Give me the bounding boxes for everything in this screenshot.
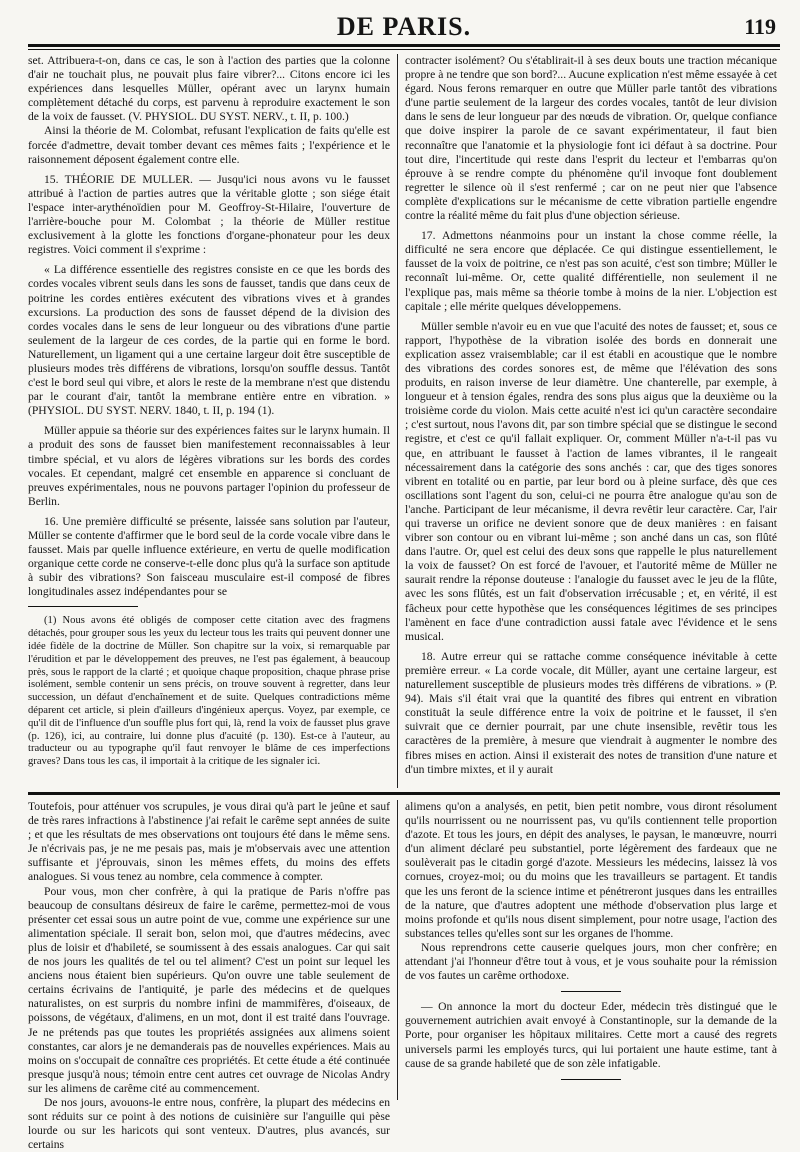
paragraph: 16. Une première difficulté se présente, laissée sans solution par l'auteur, Müller se contente d'affirmer que le bord seul de la corde vocale vibre dans le fausset. Mais par quelle influence extérieure, en vertu de quelle modification organique cette corde ne conserve-t-elle donc plus qu'à la surface son aptitude à subir des vibrations? Son faisceau musculaire est-il composé de fibres longitudinales assez indépendantes pour se — [28, 514, 390, 599]
footnote: (1) Nous avons été obligés de composer cette citation avec des fragmens détachés, pour grouper sous les yeux du lecteur tous les traits qui peuvent donner une idée fidèle de la doctrine de Müller. Son chapitre sur la voix, si remarquable par l'érudition et par le développement des preuves, ne l'est pas également, à beaucoup près, sous le rapport de la clarté ; et quoique chaque proposition, chaque phrase prise isolément, semble contenir un sens précis, on trouve souvent à regretter, dans leur succession, un défaut d'enchaînement et de suite. Quelques contradictions même déparent cet article, si plein d'ailleurs d'ingénieux aperçus. Voyez, par exemple, ce qu'il dit de l'influence d'un souffle plus fort qui, là, rend la voix de fausset plus grave (p. 126), ici, au contraire, lui donne plus d'acuité (p. 130). Est-ce à l'auteur, au traducteur ou au typographe qu'il faut renvoyer le blâme de ces imperfections graves? Dans tous les cas, il importait à la critique de les signaler ici. — [28, 615, 390, 768]
paragraph: contracter isolément? Ou s'établirait-il à ses deux bouts une traction mécanique propre à ne tendre que son bord?... Aucune explication n'est même essayée à cet égard. Nous ferons remarquer en outre que Müller parle tantôt des vibrations d'une partie seulement de la largeur des cordes vocales, tantôt de leur division dans le sens de leur longueur par des nœuds de vibration. Or, quelque confiance que doive inspirer la parole de ce savant expérimentateur, il faut bien reconnaître que l'anatomie et la physiologie font ici défaut à sa doctrine. Pour tout dire, l'incertitude qui reste dans l'esprit du lecteur et l'embarras qu'on éprouve à se rendre compte du phénomène qu'il invoque font doublement regretter le silence où il s'est renfermé ; car on ne peut nier que l'absence complète d'explications sur le mécanisme de cette vibration partielle engendre contre la réalité même du fait plus d'une objection sérieuse. — [405, 54, 777, 223]
upper-left-column — [28, 54, 390, 788]
page-number: 119 — [744, 14, 776, 39]
paragraph: 17. Admettons néanmoins pour un instant la chose comme réelle, la difficulté ne sera encore que déplacée. Ce qui distingue essentiellement, le fausset de la voix de poitrine, ce n'est pas son acuité, c'est son timbre; Müller le reconnaît lui-même. Or, cette qualité différentielle, non seulement il ne l'explique pas, mais même sa théorie tombe à moins de la nier. L'objection est capitale ; elle mérite quelques développemens. — [405, 229, 777, 313]
separator-rule — [561, 1079, 621, 1080]
paragraph: Müller semble n'avoir eu en vue que l'acuité des notes de fausset; et, sous ce rapport, l'hypothèse de la vibration isolée des bords en donnerait une explication assez vraisemblable; car il est établi en acoustique que le nombre des vibrations des cordes sonores est, de même que l'élévation des sons produits, en raison inverse de leur diamètre. Une chanterelle, par exemple, à longueur et à tension égales, rendra des sons plus aigus que la deuxième ou la troisième corde du violon. Mais cette acuité n'est ici qu'un caractère secondaire ; c'est surtout, nous l'avons dit, par son timbre spécial que se distingue le second registre, et c'est ce qu'il fallait expliquer. Or, comment Müller n'a-t-il pas vu que, en attribuant le fausset à l'action de lames vibrantes, il le rangeait nécessairement dans la catégorie des sons anchés : car, que des tiges sonores vibrent en totalité ou en partie, par leur bord ou à pleine surface, dès que ces oscillations sont l'agent du son, celui-ci ne pourra être analogue qu'au son de l'anche. Participant de leur mécanisme, il devra revêtir leur caractère. Car, l'air qui traverse un orifice ne devient sonore que de deux manières : en faisant vibrer son contour ou en vibrant lui-même ; son anché dans un cas, son flûté dans l'autre. Or, quel est celui des deux sons que rappelle le plus naturellement la voix de fausset? On est forcé de l'avouer, et l'autorité même de Müller ne saurait rendre la réponse douteuse : l'analogie du fausset avec le jeu de la flûte, avec les sons flûtés, est un fait d'observation irrécusable ; et, en vérité, il est fâcheux pour cette hypothèse que les conséquences légitimes de ses principes l'amènent en face d'une contradiction aussi fatale avec l'évidence et le sens musical. — [405, 319, 777, 643]
upper-right-column — [405, 54, 777, 788]
column-divider — [397, 54, 398, 788]
paragraph: 15. THÉORIE DE MULLER. — Jusqu'ici nous avons vu le fausset attribué à l'action de parties autres que la véritable glotte ; son siége était l'espace inter-arythénoïdien pour M. Geoffroy-St-Hilaire, l'ouverture de l'arrière-bouche pour M. Colombat ; la théorie de Müller restitue exclusivement à la glotte les fonctions d'organe-phonateur pour les deux registres. Voici comment il s'exprime : — [28, 172, 390, 257]
paragraph: De nos jours, avouons-le entre nous, confrère, la plupart des médecins en sont réduits sur ce point à des notions de cuisinière sur l'anguille qui pèse lourde ou sur les haricots qui sont venteux. D'autres, plus avancés, sur certains — [28, 1095, 390, 1152]
separator-rule — [561, 991, 621, 992]
section-rule — [28, 792, 780, 795]
header-rule-thin — [28, 49, 780, 50]
paragraph: alimens qu'on a analysés, en petit, bien petit nombre, vous diront résolument qu'ils nourrissent ou ne nourrissent pas, vu qu'ils contiennent telle proportion d'azote. Et tous les jours, en dépit des analyses, le paysan, le manœuvre, nourri d'un aliment déclaré peu substantiel, porte légèrement des fardeaux que ne soulèverait pas le citadin gorgé d'azote. Messieurs les médecins, laissez là vos cornues, croyez-moi; ou du moins que les travailleurs se partagent. Et tandis que les uns feront de la science intime et pénétreront jusques dans les entrailles de la nature, que d'autres adoptent une méthode d'observation plus large et moins profonde et qu'ils nous disent simplement, pour notre usage, l'action des substances telles qu'elles sont sur les organes de l'homme. — [405, 800, 777, 940]
running-title: DE PARIS. — [336, 12, 472, 41]
lower-left-column — [28, 800, 390, 1152]
paragraph: Ainsi la théorie de M. Colombat, refusant l'explication de faits qu'elle est forcée d'admettre, devait tomber devant ces mêmes faits ; l'expérience et le raisonnement déposent également contre elle. — [28, 124, 390, 166]
column-divider-lower — [397, 800, 398, 1100]
page-header — [28, 10, 780, 44]
paragraph: Nous reprendrons cette causerie quelques jours, mon cher confrère; en attendant j'ai l'honneur d'être tout à vous, et je vous souhaite pour la rémission de vos fautes un carême orthodoxe. — [405, 940, 777, 983]
paragraph: Toutefois, pour atténuer vos scrupules, je vous dirai qu'à part le jeûne et sauf de très rares infractions à l'abstinence j'ai refait le carême sept années de suite ; et que les résultats de mes observations ont toujours été dans le même sens. Je n'écrivais pas, je ne me pesais pas, mais je m'observais avec une attention suffisante et j'éprouvais, sinon les mêmes effets, du moins des effets analogues. Si vous tenez au nombre, cela commence à compter. — [28, 800, 390, 884]
paragraph: set. Attribuera-t-on, dans ce cas, le son à l'action des parties que la colonne d'air ne touchait plus, ne pouvait plus faire vibrer?... Citons encore ici les expériences dans lesquelles Müller, opérant avec un larynx humain complètement détaché du corps, est parvenu à reproduire exactement le son de la voix de fausset. (V. PHYSIOL. DU SYST. NERV., t. II, p. 100.) — [28, 54, 390, 124]
paragraph: « La différence essentielle des registres consiste en ce que les bords des cordes vocales vibrent seuls dans les sons de fausset, tandis que dans ceux de poitrine les cordes entières exécutent des vibrations vives et à grandes excursions. La production des sons de fausset dépend de la division des cordes vocales dans le sens de leur longueur ou des vibrations d'une partie seulement de la largeur de ces cordes, de la partie qui en forme le bord. Naturellement, un ligament qui a une certaine largeur doit être susceptible de plusieurs modes très différens de vibrations, lorsqu'on souffle dessus. Tantôt c'est le bord seul qui vibre, et alors le reste de la membrane n'est que distendu par le courant d'air, tantôt la membrane entière entre en vibration. » (PHYSIOL. DU SYST. NERV. 1840, t. II, p. 194 (1). — [28, 263, 390, 418]
footnote-rule — [28, 606, 138, 607]
lower-right-column — [405, 800, 777, 1100]
paragraph: — On annonce la mort du docteur Eder, médecin très distingué que le gouvernement autrichien avait envoyé à Constantinople, sur la demande de la Porte, pour organiser les hôpitaux militaires. Cette mort a causé des regrets universels parmi les employés turcs, qui lui portaient une haute estime, tant à cause de sa grande habileté que de son zèle infatigable. — [405, 1000, 777, 1070]
paragraph: Pour vous, mon cher confrère, à qui la pratique de Paris n'offre pas beaucoup de consultans désireux de faire le carême, permettez-moi de vous présenter cet essai sous un autre point de vue, comme une expérience sur une alimentation spéciale. Il serait bon, selon moi, que d'autres médecins, avec plus de loisir et d'habileté, se soumissent à des essais analogues. Car qui sait de nos jours les qualités de tel ou tel aliment? C'est un point sur lequel les anciens nous étaient bien supérieurs. Qu'on ouvre une table seulement de certains écrivains de l'antiquité, je parle des médecins et de quelques naturalistes, on est surpris du nombre infini de mammifères, d'oiseaux, de poissons, de végétaux, d'alimens, en un mot, dont il est traité dans l'ouvrage. Je ne prétends pas que toutes les propriétés assignées aux alimens soient constantes, car alors je ne demanderais pas de nouvelles expériences. Mais au moins on s'occupait de connaître ces propriétés. Et cette étude a été continuée presque jusqu'à nous; témoin entre cent autres cet ouvrage de Nicolas Andry sur les alimens de carême cité au commencement. — [28, 884, 390, 1095]
paragraph: Müller appuie sa théorie sur des expériences faites sur le larynx humain. Il a produit des sons de fausset bien manifestement reconnaissables à leur timbre spécial, et vu alors de légères vibrations sur les bords des cordes vocales. Et cependant, malgré cet ensemble en apparence si concluant de preuves expérimentales, nous ne pouvons partager l'opinion du professeur de Berlin. — [28, 424, 390, 508]
header-rule — [28, 44, 780, 47]
paragraph: 18. Autre erreur qui se rattache comme conséquence inévitable à cette première erreur. « La corde vocale, dit Müller, ayant une certaine largeur, est naturellement susceptible de plusieurs modes très différens de vibrations. » (P. 94). Mais s'il était vrai que la quantité des fibres qui entrent en vibration constituât la seule différence entre la voix de poitrine et le fausset, il s'en suivrait que ce dernier pourrait, par une chute insensible, revêtir tous les caractères de la première, à mesure que viendrait à augmenter le nombre des fibres mises en action. Ainsi il existerait des notes de transition d'une nature et d'un timbre mixtes, et il y aurait — [405, 649, 777, 776]
